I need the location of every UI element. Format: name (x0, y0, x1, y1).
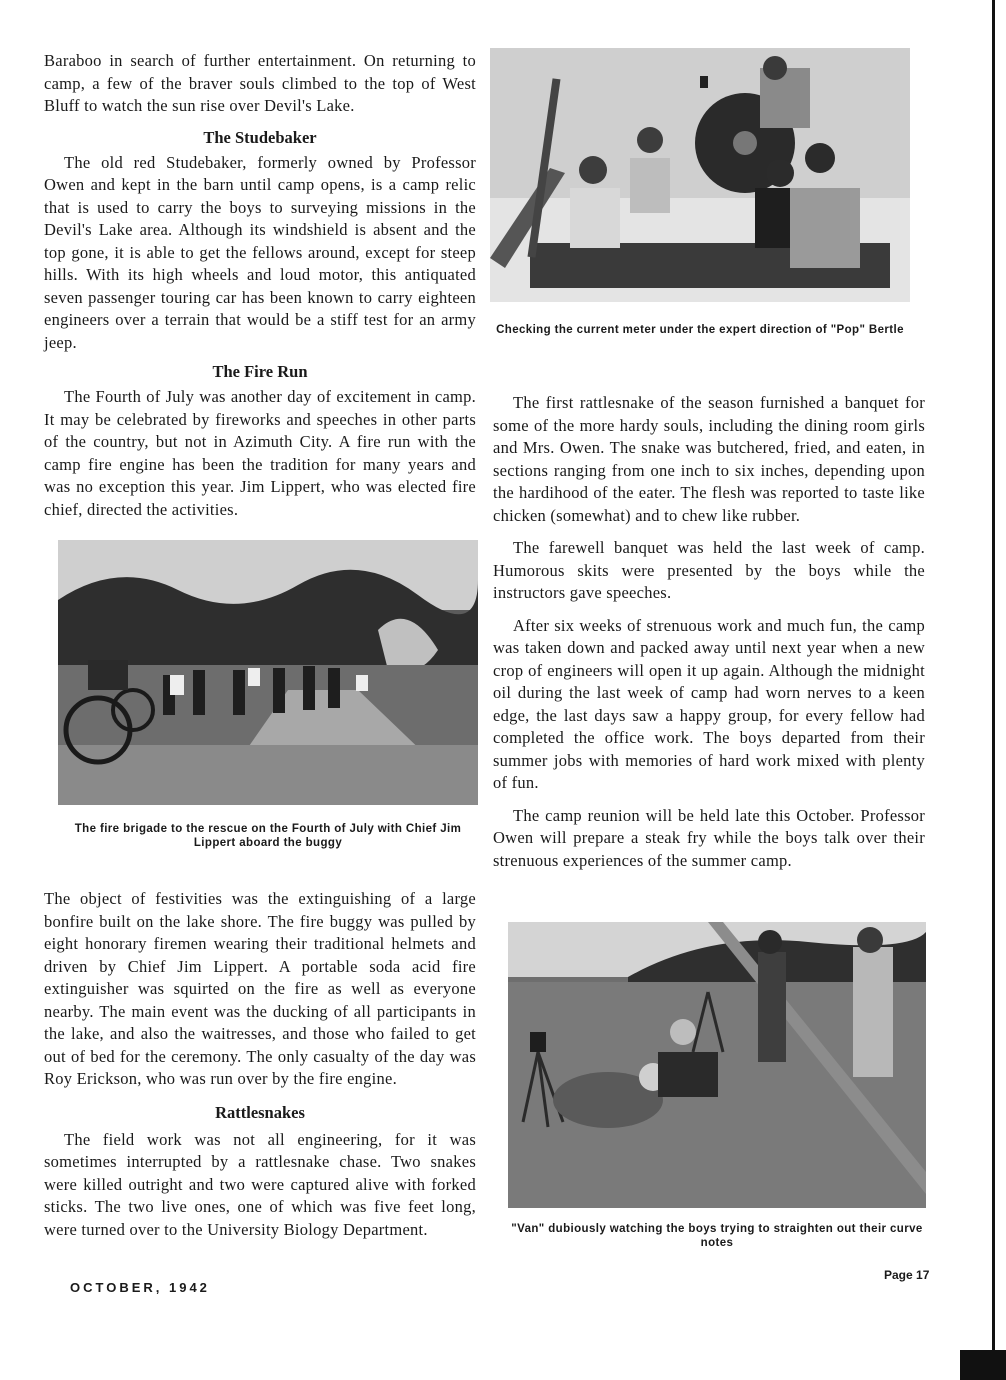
studebaker-paragraph: The old red Studebaker, formerly owned by Professor Owen and kept in the barn until camp opens, is a camp relic that is used to carry the boys to surveying missions in the Devil's Lake area. Although its windshield is absent and the top gone, it is able to get the fellows around, except for steep hills. With its high wheels and loud motor, this antiquated seven passenger touring car has been known to carry eighteen engineers over a terrain that would be a stiff test for an army jeep. (44, 152, 476, 352)
heading-fire-run: The Fire Run (212, 362, 308, 381)
fire-brigade-image (58, 540, 478, 805)
curve-notes-image (508, 922, 926, 1208)
fire-brigade-caption: The fire brigade to the rescue on the Fourth of July with Chief Jim Lippert aboard the buggy (74, 823, 462, 849)
reunion-paragraph: The camp reunion will be held late this October. Professor Owen will prepare a steak fry while the boys talk over their strenuous experiences of the summer camp. (493, 805, 925, 870)
camp-closing-paragraph: After six weeks of strenuous work and much fun, the camp was taken down and packed away until next year when a new crop of engineers will open it up again. Although the midnight oil during the last week of camp had worn nerves to a keen edge, the last days saw a happy group, for every fellow had completed the office work. The boys departed from their summer jobs with memories of hard work mixed with plenty of fun. (493, 615, 925, 792)
left-column-bottom (44, 888, 476, 1241)
fire-run-paragraph: The Fourth of July was another day of excitement in camp. It may be celebrated by fireworks and speeches in other parts of the country, but not in Azimuth City. A fire run with the camp fire engine has been the tradition for many years and was no exception this year. Jim Lippert, who was elected fire chief, directed the activities. (44, 387, 476, 519)
farewell-banquet-paragraph: The farewell banquet was held the last week of camp. Humorous skits were presented by the boys while the instructors gave speeches. (493, 538, 925, 602)
scan-corner (960, 1350, 1006, 1380)
current-meter-image (490, 48, 910, 302)
heading-studebaker: The Studebaker (203, 127, 317, 147)
page-number: Page 17 (884, 1268, 930, 1282)
rattlesnakes-paragraph: The field work was not all engineering, for it was sometimes interrupted by a rattlesnake chase. Two snakes were killed outright and two were captured alive with forked sticks. The two live ones, one of which was five feet long, were turned over to the University Biology Department. (44, 1129, 476, 1239)
curve-notes-photo (508, 922, 926, 1208)
festivities-paragraph: The object of festivities was the extinguishing of a large bonfire built on the lake shore. The fire buggy was pulled by eight honorary firemen wearing their traditional helmets and driven by Chief Jim Lippert. A portable soda acid fire extinguisher was squirted on the fire as well as everyone nearby. The main event was the ducking of all participants in the lake, and also the waitresses, and those who failed to get out of bed for the ceremony. The only casualty of the day was Roy Erickson, who was run over by the fire engine. (44, 889, 476, 1088)
intro-paragraph: Baraboo in search of further entertainment. On returning to camp, a few of the braver souls climbed to the top of West Bluff to watch the sun rise over Devil's Lake. (44, 51, 476, 115)
current-meter-photo (490, 48, 910, 302)
snake-banquet-paragraph: The first rattlesnake of the season furnished a banquet for some of the more hardy souls, including the dining room girls and Mrs. Owen. The snake was butchered, fried, and eaten, in sections ranging from one inch to six inches, depending upon the hardihood of the eater. The flesh was reported to taste like chicken (somewhat) and to chew like rubber. (493, 393, 925, 525)
scan-edge (992, 0, 995, 1380)
heading-rattlesnakes: Rattlesnakes (215, 1102, 305, 1122)
issue-date: OCTOBER, 1942 (70, 1280, 210, 1295)
curve-notes-caption: "Van" dubiously watching the boys trying to straighten out their curve notes (511, 1223, 923, 1249)
fire-brigade-photo (58, 540, 478, 805)
current-meter-caption: Checking the current meter under the expert direction of "Pop" Bertle (496, 324, 904, 336)
right-column (493, 392, 925, 872)
left-column-top (44, 50, 476, 521)
